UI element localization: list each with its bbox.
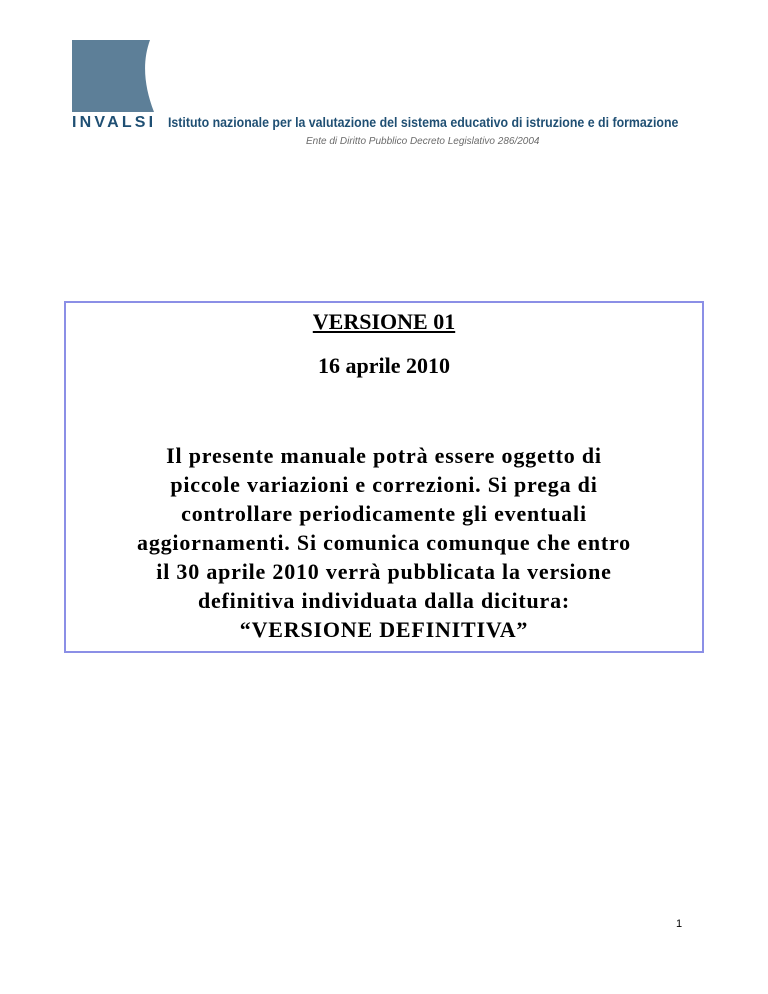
institute-full-name: Istituto nazionale per la valutazione del sistema educativo di istruzione e di formazione — [168, 114, 679, 130]
legal-status: Ente di Diritto Pubblico Decreto Legislativo 286/2004 — [306, 136, 540, 147]
notice-line: definitiva individuata dalla dicitura: — [197, 588, 571, 613]
page-number: 1 — [676, 918, 683, 930]
notice-line: aggiornamenti. Si comunica comunque che entro — [137, 530, 631, 555]
notice-paragraph — [66, 441, 702, 644]
notice-line: Il presente manuale potrà essere oggetto di — [166, 443, 602, 468]
version-title: VERSIONE 01 — [312, 309, 456, 334]
notice-line: controllare periodicamente gli eventuali — [181, 501, 587, 526]
notice-line: il 30 aprile 2010 verrà pubblicata la versione — [156, 559, 612, 584]
sail-logo-icon — [72, 40, 154, 112]
notice-line: piccole variazioni e correzioni. Si prega di — [170, 472, 598, 497]
notice-line-final: “VERSIONE DEFINITIVA” — [239, 617, 529, 642]
release-date: 16 aprile 2010 — [318, 353, 450, 378]
institute-acronym: INVALSI — [72, 114, 157, 131]
version-notice-box — [64, 301, 704, 653]
